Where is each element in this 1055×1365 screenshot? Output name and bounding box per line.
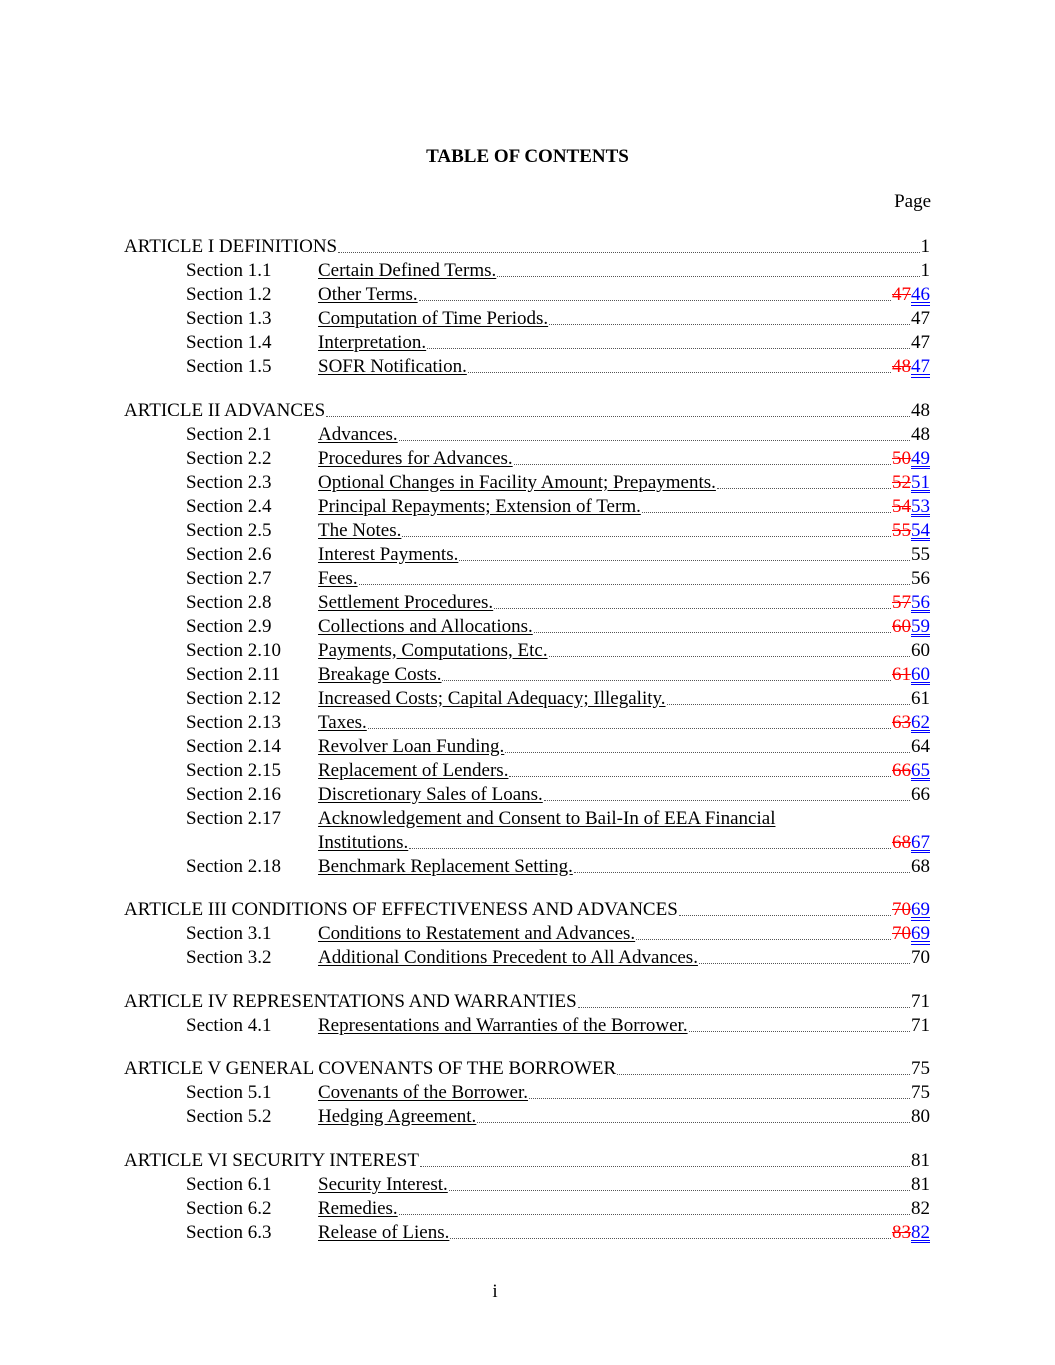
dot-leader xyxy=(514,464,891,465)
dot-leader xyxy=(549,324,910,325)
deleted-page-number: 52 xyxy=(892,471,911,493)
section-number: Section 2.13 xyxy=(186,711,281,733)
dot-leader xyxy=(477,1122,910,1123)
section-number: Section 2.3 xyxy=(186,471,272,493)
toc-section-entry[interactable] xyxy=(124,639,930,663)
section-title-link[interactable]: Conditions to Restatement and Advances. xyxy=(318,923,636,944)
section-title-link[interactable]: Settlement Procedures. xyxy=(318,591,494,613)
toc-section-entry[interactable] xyxy=(124,922,930,946)
inserted-page-number[interactable]: 65 xyxy=(911,759,930,781)
section-number: Section 2.16 xyxy=(186,783,281,805)
section-title-link[interactable]: Acknowledgement and Consent to Bail-In of EEA Financial xyxy=(318,807,776,829)
section-number: Section 2.17 xyxy=(186,807,281,829)
section-title-link[interactable]: Computation of Time Periods. xyxy=(318,308,549,329)
toc-section-entry[interactable] xyxy=(124,471,930,495)
toc-article-entry[interactable] xyxy=(124,990,930,1014)
section-number: Section 4.1 xyxy=(186,1014,272,1036)
toc-section-entry[interactable] xyxy=(124,807,930,831)
deleted-page-number: 61 xyxy=(892,663,911,685)
dot-leader xyxy=(642,512,891,513)
toc-section-entry-continuation[interactable] xyxy=(124,831,930,855)
dot-leader xyxy=(368,728,891,729)
page-number[interactable]: 81 xyxy=(911,1173,930,1195)
section-title-link[interactable]: Principal Repayments; Extension of Term. xyxy=(318,495,641,517)
page-number[interactable]: 75 xyxy=(911,1082,930,1103)
toc-section-entry[interactable] xyxy=(124,687,930,711)
section-number: Section 2.5 xyxy=(186,519,272,541)
page-number[interactable]: 56 xyxy=(911,567,930,589)
dot-leader xyxy=(679,915,891,916)
page-number[interactable] xyxy=(892,355,930,379)
page-number[interactable]: 64 xyxy=(911,735,930,757)
toc-section-entry[interactable] xyxy=(124,1105,930,1129)
toc-article-entry[interactable] xyxy=(124,898,930,922)
inserted-page-number[interactable]: 60 xyxy=(911,663,930,685)
toc-section-entry[interactable] xyxy=(124,855,930,879)
page-column-header: Page xyxy=(894,191,931,212)
dot-leader xyxy=(717,488,891,489)
section-title-link[interactable]: Revolver Loan Funding. xyxy=(318,735,505,757)
deleted-page-number: 83 xyxy=(892,1221,911,1243)
toc-section-entry[interactable] xyxy=(124,447,930,471)
inserted-page-number[interactable]: 59 xyxy=(911,615,930,637)
page-number[interactable] xyxy=(892,663,930,687)
section-title-link[interactable]: Payments, Computations, Etc. xyxy=(318,639,548,661)
dot-leader xyxy=(359,584,910,585)
dot-leader xyxy=(442,680,891,681)
dot-leader xyxy=(427,348,910,349)
section-title-link[interactable]: Additional Conditions Precedent to All Advances. xyxy=(318,947,698,968)
section-title-link[interactable]: Covenants of the Borrower. xyxy=(318,1082,529,1103)
inserted-page-number[interactable]: 53 xyxy=(911,495,930,517)
page-number[interactable]: 55 xyxy=(911,543,930,565)
section-title-link[interactable]: Optional Changes in Facility Amount; Prepayments. xyxy=(318,471,716,493)
toc-section-entry[interactable] xyxy=(124,331,930,355)
section-number: Section 2.9 xyxy=(186,615,272,637)
page-number[interactable] xyxy=(892,831,930,855)
dot-leader xyxy=(494,608,891,609)
toc-section-entry[interactable] xyxy=(124,783,930,807)
section-title-link[interactable]: The Notes. xyxy=(318,519,402,541)
page-number[interactable]: 60 xyxy=(911,639,930,661)
section-title-link[interactable]: Replacement of Lenders. xyxy=(318,759,509,781)
inserted-page-number[interactable]: 62 xyxy=(911,711,930,733)
section-number: Section 1.1 xyxy=(186,260,272,281)
dot-leader xyxy=(699,963,910,964)
section-number: Section 6.2 xyxy=(186,1197,272,1219)
dot-leader xyxy=(326,416,910,417)
dot-leader xyxy=(617,1074,910,1075)
toc-section-entry[interactable] xyxy=(124,1173,930,1197)
toc-section-entry[interactable] xyxy=(124,543,930,567)
section-title-link[interactable]: Interest Payments. xyxy=(318,543,459,565)
page-number[interactable]: 82 xyxy=(911,1197,930,1219)
toc-section-entry[interactable] xyxy=(124,423,930,447)
dot-leader xyxy=(529,1098,910,1099)
inserted-page-number[interactable]: 82 xyxy=(911,1221,930,1243)
page-number[interactable]: 81 xyxy=(911,1149,930,1171)
section-title-link[interactable]: Increased Costs; Capital Adequacy; Illegality. xyxy=(318,687,666,709)
dot-leader xyxy=(667,704,910,705)
deleted-page-number: 68 xyxy=(892,831,911,853)
dot-leader xyxy=(509,776,891,777)
page-number[interactable]: 1 xyxy=(920,260,930,281)
inserted-page-number[interactable]: 69 xyxy=(911,899,930,920)
deleted-page-number: 47 xyxy=(892,284,911,305)
section-number: Section 1.2 xyxy=(186,284,272,305)
dot-leader xyxy=(409,848,891,849)
inserted-page-number[interactable]: 69 xyxy=(911,923,930,944)
page-number[interactable]: 1 xyxy=(920,236,930,257)
page-number[interactable]: 66 xyxy=(911,783,930,805)
dot-leader xyxy=(636,939,891,940)
inserted-page-number[interactable]: 46 xyxy=(911,284,930,305)
deleted-page-number: 66 xyxy=(892,759,911,781)
dot-leader xyxy=(402,536,891,537)
article-heading[interactable]: ARTICLE II ADVANCES xyxy=(124,399,326,421)
section-title-link[interactable]: Advances. xyxy=(318,423,398,445)
deleted-page-number: 63 xyxy=(892,711,911,733)
dot-leader xyxy=(449,1190,910,1191)
page-number[interactable] xyxy=(892,471,930,495)
section-title-link[interactable]: Discretionary Sales of Loans. xyxy=(318,783,543,805)
deleted-page-number: 54 xyxy=(892,495,911,517)
section-title-link-continued[interactable]: Institutions. xyxy=(318,831,409,853)
article-heading[interactable]: ARTICLE I DEFINITIONS xyxy=(124,236,338,257)
toc-title: TABLE OF CONTENTS xyxy=(426,146,629,167)
section-title-link[interactable]: Breakage Costs. xyxy=(318,663,442,685)
toc-section-entry[interactable] xyxy=(124,495,930,519)
toc-article-entry[interactable] xyxy=(124,235,930,259)
inserted-page-number[interactable]: 47 xyxy=(911,356,930,377)
section-number: Section 2.10 xyxy=(186,639,281,661)
dot-leader xyxy=(459,560,910,561)
footer-page-number: i xyxy=(492,1281,498,1302)
page-number[interactable] xyxy=(892,711,930,735)
section-title-link[interactable]: Procedures for Advances. xyxy=(318,447,513,469)
section-title-link[interactable]: Collections and Allocations. xyxy=(318,615,533,637)
deleted-page-number: 57 xyxy=(892,591,911,613)
section-number: Section 2.4 xyxy=(186,495,272,517)
section-title-link[interactable]: Other Terms. xyxy=(318,284,418,305)
dot-leader xyxy=(574,872,910,873)
toc-section-entry[interactable] xyxy=(124,946,930,970)
page-number[interactable] xyxy=(892,898,930,922)
page-number[interactable] xyxy=(892,591,930,615)
section-number: Section 1.3 xyxy=(186,308,272,329)
section-number: Section 3.1 xyxy=(186,923,272,944)
page-number[interactable]: 80 xyxy=(911,1106,930,1127)
article-heading[interactable]: ARTICLE VI SECURITY INTEREST xyxy=(124,1149,419,1171)
section-title-link[interactable]: Interpretation. xyxy=(318,332,427,353)
section-title-link[interactable]: Taxes. xyxy=(318,711,367,733)
section-number: Section 2.1 xyxy=(186,423,272,445)
toc-section-entry[interactable] xyxy=(124,759,930,783)
section-number: Section 2.2 xyxy=(186,447,272,469)
toc-section-entry[interactable] xyxy=(124,1197,930,1221)
dot-leader xyxy=(578,1007,910,1008)
page-number[interactable] xyxy=(892,447,930,471)
section-number: Section 2.7 xyxy=(186,567,272,589)
dot-leader xyxy=(419,300,891,301)
section-number: Section 2.12 xyxy=(186,687,281,709)
page-number[interactable] xyxy=(892,519,930,543)
dot-leader xyxy=(450,1238,891,1239)
page-number[interactable]: 47 xyxy=(911,332,930,353)
dot-leader xyxy=(338,252,919,253)
section-title-link[interactable]: Representations and Warranties of the Borrower. xyxy=(318,1014,688,1036)
section-number: Section 1.5 xyxy=(186,356,272,377)
dot-leader xyxy=(468,372,891,373)
section-title-link[interactable]: Hedging Agreement. xyxy=(318,1106,477,1127)
inserted-page-number[interactable]: 49 xyxy=(911,447,930,469)
section-title-link[interactable]: Fees. xyxy=(318,567,358,589)
section-number: Section 3.2 xyxy=(186,947,272,968)
deleted-page-number: 55 xyxy=(892,519,911,541)
toc-section-entry[interactable] xyxy=(124,567,930,591)
page-number[interactable]: 71 xyxy=(911,1014,930,1036)
page-number[interactable] xyxy=(892,283,930,307)
section-number: Section 5.1 xyxy=(186,1082,272,1103)
page-number[interactable] xyxy=(892,495,930,519)
dot-leader xyxy=(534,632,891,633)
toc-article-entry[interactable] xyxy=(124,1057,930,1081)
page-number[interactable] xyxy=(892,922,930,946)
section-number: Section 1.4 xyxy=(186,332,272,353)
toc-section-entry[interactable] xyxy=(124,591,930,615)
section-number: Section 6.1 xyxy=(186,1173,272,1195)
section-number: Section 2.15 xyxy=(186,759,281,781)
section-number: Section 2.6 xyxy=(186,543,272,565)
section-number: Section 2.14 xyxy=(186,735,281,757)
deleted-page-number: 48 xyxy=(892,356,911,377)
page-number[interactable]: 47 xyxy=(911,308,930,329)
deleted-page-number: 70 xyxy=(892,923,911,944)
page-number[interactable]: 68 xyxy=(911,855,930,877)
toc-section-entry[interactable] xyxy=(124,615,930,639)
dot-leader xyxy=(399,440,910,441)
dot-leader xyxy=(689,1031,910,1032)
toc-section-entry[interactable] xyxy=(124,259,930,283)
inserted-page-number[interactable]: 56 xyxy=(911,591,930,613)
dot-leader xyxy=(399,1214,910,1215)
section-title-link[interactable]: Security Interest. xyxy=(318,1173,448,1195)
section-title-link[interactable]: Remedies. xyxy=(318,1197,398,1219)
dot-leader xyxy=(497,276,919,277)
inserted-page-number[interactable]: 54 xyxy=(911,519,930,541)
section-number: Section 6.3 xyxy=(186,1221,272,1243)
section-title-link[interactable]: Benchmark Replacement Setting. xyxy=(318,855,573,877)
page-number[interactable]: 70 xyxy=(911,947,930,968)
deleted-page-number: 60 xyxy=(892,615,911,637)
page-number[interactable] xyxy=(892,759,930,783)
toc-section-entry[interactable] xyxy=(124,735,930,759)
section-title-link[interactable]: Release of Liens. xyxy=(318,1221,450,1243)
article-heading[interactable]: ARTICLE V GENERAL COVENANTS OF THE BORROWER xyxy=(124,1058,617,1079)
toc-section-entry[interactable] xyxy=(124,307,930,331)
inserted-page-number[interactable]: 51 xyxy=(911,471,930,493)
section-title-link[interactable]: SOFR Notification. xyxy=(318,356,467,377)
page-number[interactable]: 48 xyxy=(911,399,930,421)
page-number[interactable]: 61 xyxy=(911,687,930,709)
toc-section-entry[interactable] xyxy=(124,1221,930,1245)
page-number[interactable]: 71 xyxy=(911,990,930,1012)
page-number[interactable]: 48 xyxy=(911,423,930,445)
page-number[interactable]: 75 xyxy=(911,1058,930,1079)
table-of-contents xyxy=(124,235,930,1245)
section-title-link[interactable]: Certain Defined Terms. xyxy=(318,260,497,281)
toc-section-entry[interactable] xyxy=(124,1081,930,1105)
page-number[interactable] xyxy=(892,1221,930,1245)
section-number: Section 2.11 xyxy=(186,663,281,685)
toc-article-entry[interactable] xyxy=(124,1149,930,1173)
toc-section-entry[interactable] xyxy=(124,283,930,307)
toc-section-entry[interactable] xyxy=(124,1014,930,1038)
toc-section-entry[interactable] xyxy=(124,663,930,687)
dot-leader xyxy=(420,1166,910,1167)
inserted-page-number[interactable]: 67 xyxy=(911,831,930,853)
article-heading[interactable]: ARTICLE IV REPRESENTATIONS AND WARRANTIES xyxy=(124,990,577,1012)
section-number: Section 5.2 xyxy=(186,1106,272,1127)
toc-section-entry[interactable] xyxy=(124,711,930,735)
section-number: Section 2.18 xyxy=(186,855,281,877)
dot-leader xyxy=(505,752,910,753)
article-heading[interactable]: ARTICLE III CONDITIONS OF EFFECTIVENESS AND ADVANCES xyxy=(124,899,678,920)
toc-article-entry[interactable] xyxy=(124,399,930,423)
dot-leader xyxy=(544,800,910,801)
toc-section-entry[interactable] xyxy=(124,519,930,543)
deleted-page-number: 50 xyxy=(892,447,911,469)
toc-section-entry[interactable] xyxy=(124,355,930,379)
deleted-page-number: 70 xyxy=(892,899,911,920)
page-number[interactable] xyxy=(892,615,930,639)
dot-leader xyxy=(549,656,910,657)
section-number: Section 2.8 xyxy=(186,591,272,613)
